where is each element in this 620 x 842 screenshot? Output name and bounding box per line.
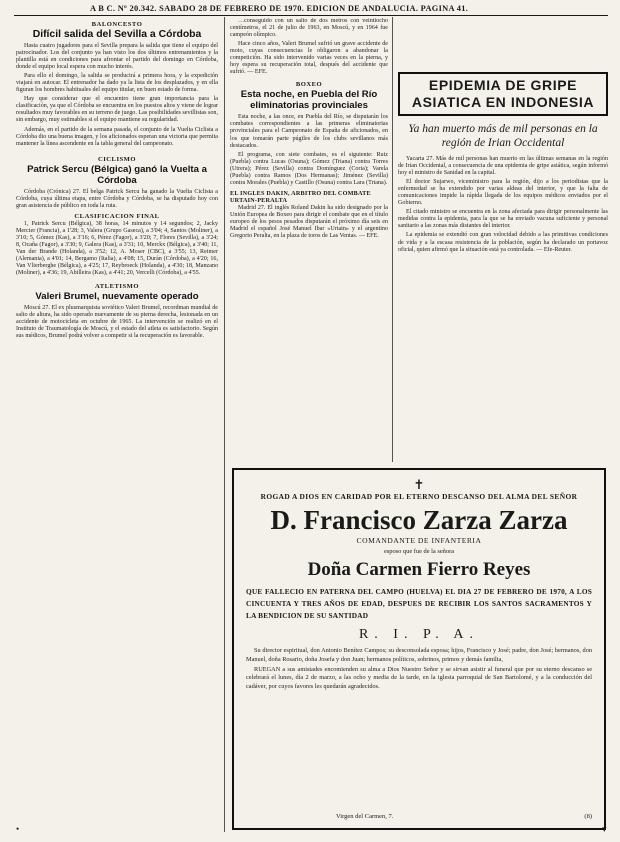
header-rule bbox=[14, 15, 608, 16]
section-boxeo: BOXEO bbox=[295, 81, 323, 89]
section-atletismo: ATLETISMO bbox=[95, 283, 139, 291]
printing-mark-right: ▾ bbox=[602, 824, 607, 834]
epidemia-paragraph-3: El citado ministro se encuentra en la zona afectada para dirigir personalmente las medidas contra la epidemia, para la que se ha enviado vacuna suficiente y personal sanitario a las zonas más distantes del interior. bbox=[398, 209, 608, 230]
boxeo-paragraph-2: El programa, con siete combates, es el siguiente: Ruiz (Puebla) contra Lucas (Osuna); Gómez (Triana) contra Torres (Utrera); Pérez (Sevilla) contra Domínguez (Coria); Varela (Puebla) contra Ramos (Dos Hermanas); Jiménez (Sevilla) contra Morales (Puebla) y Castillo (Osuna) contra Lara (Triana). bbox=[230, 151, 388, 186]
deceased-name: D. Francisco Zarza Zarza bbox=[270, 505, 568, 535]
headline-sevilla: Difícil salida del Sevilla a Córdoba bbox=[32, 29, 202, 40]
section-baloncesto: BALONCESTO bbox=[91, 21, 143, 28]
epidemia-paragraph-2: El doctor Sujarwo, viceministro para la región, dijo a los periodistas que la enfermedad se ha extendido por varias aldeas del interior, y que la falta de comunicaciones impide la rápida llegada de los equipos médicos enviados por el Gobierno. bbox=[398, 179, 608, 207]
obituary-intro: ROGAD A DIOS EN CARIDAD POR EL ETERNO DESCANSO DEL ALMA DEL SEÑOR bbox=[260, 492, 578, 501]
section-clasificacion: CLASIFICACION FINAL bbox=[74, 212, 160, 220]
column-right bbox=[398, 72, 608, 464]
spouse-name: Doña Carmen Fierro Reyes bbox=[307, 559, 531, 580]
rip-line: R. I. P. A. bbox=[358, 627, 480, 643]
family-paragraph: Su director espiritual, don Antonio Benítez Campos; su desconsolada esposa; hijos, Francisco y José; padre, don José; hermanos, don Manuel, doña Rosario, doña Josefa y don Juan; hermanos políticos, sobrinos, primos y demás familia, bbox=[246, 647, 592, 663]
brumel-continued-1: …conseguido con un salto de dos metros con veintiocho centímetros, el 21 de julio de 1963, en Moscú, y en 1964 fue campeón olímpico. bbox=[230, 18, 388, 39]
sevilla-paragraph-3: Hay que considerar que el encuentro tiene gran importancia para la clasificación, ya que el Córdoba se encuentra en los puestos altos y viene de lograr resultados muy favorables en su terreno de juego. Las posibilidades sevillistas son, sin embargo, muy estimables si el equipo mantiene su regularidad. bbox=[16, 96, 218, 124]
boxeo-paragraph-1: Esta noche, a las once, en Puebla del Río, se disputarán los combates correspondientes a las primeras eliminatorias provinciales para el Campeonato de España de aficionados, en los que tomarán parte púgiles de los clubs sevillanos más destacados. bbox=[230, 114, 388, 149]
headline-epidemia: EPIDEMIA DE GRIPE ASIATICA EN INDONESIA bbox=[411, 77, 595, 110]
brumel-paragraph: Moscú 27. El ex plusmarquista soviético Valeri Brumel, recordman mundial de salto de altura, ha sido operado nuevamente de su pierna derecha, lesionada en un accidente de motocicleta en octubre de 1965. La intervención se realizó en el Instituto de Traumatología de Moscú, y el estado del atleta es satisfactorio. Según sus médicos, Brumel podrá volver a competir si la recuperación es favorable. bbox=[16, 305, 218, 340]
death-details: QUE FALLECIO EN PATERNA DEL CAMPO (HUELVA) EL DIA 27 DE FEBRERO DE 1970, A LOS CINCUENTA Y TRES AÑOS DE EDAD, DESPUES DE RECIBIR LOS SANTOS SACRAMENTOS Y LA BENDICION DE SU SANTIDAD bbox=[246, 587, 592, 620]
headline-ingles: EL INGLES DAKIN, ARBITRO DEL COMBATE URTAIN-PERALTA bbox=[230, 189, 371, 204]
sevilla-paragraph-4: Además, en el partido de la semana pasada, el conjunto de la Vuelta Ciclista a Córdoba dio una buena imagen, y los aficionados esperan una victoria que permita mantener la línea ascendente en la tabla general del campeonato. bbox=[16, 126, 218, 147]
brumel-continued-2: Hace cinco años, Valeri Brumel sufrió un grave accidente de moto, cuyas consecuencias le obligaron a abandonar la competición. Ha sido intervenido varias veces en la pierna, y hoy espera su recuperación total, después del accidente que sufrió. — EFE. bbox=[230, 41, 388, 76]
page-header: A B C. Nº 20.342. SABADO 28 DE FEBRERO DE 1970. EDICION DE ANDALUCIA. PAGINA 41. bbox=[90, 4, 469, 13]
cross-icon: ✝ bbox=[413, 477, 425, 492]
sevilla-paragraph-2: Para ello el domingo, la salida se producirá a primera hora, y la expedición viajará en autocar. El entrenador ha dado ya la lista de los desplazados, y en ella figuran los hombres habituales del equipo titular, en buen estado de forma. bbox=[16, 73, 218, 94]
ruegan-paragraph: RUEGAN a sus amistades encomienden su alma a Dios Nuestro Señor y se sirvan asistir al funeral que por su eterno descanso se celebrará el lunes, día 2 de marzo, a las ocho y media de la tarde, en la iglesia parroquial de San Bartolomé, y a la conducción del cadáver, por cuyos favores les quedarán agradecidos. bbox=[246, 665, 592, 690]
epidemia-headline-box bbox=[398, 72, 608, 116]
epidemia-paragraph-4: La epidemia se extendió con gran velocidad debido a las primitivas condiciones de vida y a la escasa resistencia de la población, según ha declarado un portavoz oficial, quien afirmó que la situación está ya controlada. — Efe-Reuter. bbox=[398, 232, 608, 253]
headline-boxeo: Esta noche, en Puebla del Río eliminatorias provinciales bbox=[240, 89, 378, 112]
spouse-line: esposo que fue de la señora bbox=[383, 548, 455, 555]
column-rule-1 bbox=[224, 17, 225, 832]
obituary-address: Virgen del Carmen, 7. bbox=[336, 813, 394, 820]
obituary-footer bbox=[246, 813, 592, 820]
sevilla-paragraph-1: Hasta cuatro jugadores para el Sevilla prepara la salida que tiene el equipo del patrocinador. Los del conjunto ya han visto los dos últimos entrenamientos y la plantilla está en condiciones para afrontar el partido del domingo en Córdoba, donde el equipo local espera con mucho interés. bbox=[16, 43, 218, 71]
ciclismo-paragraph: Córdoba (Crónica) 27. El belga Patrick Sercu ha ganado la Vuelta Ciclista a Córdoba, cuya última etapa, entre Córdoba y Córdoba, se ha disputado hoy con gran asistencia de público en toda la ruta. bbox=[16, 188, 218, 209]
column-middle bbox=[230, 18, 388, 463]
obituary-notice bbox=[232, 468, 606, 830]
epidemia-paragraph-1: Yacarta 27. Más de mil personas han muerto en las últimas semanas en la región de Irian Occidental, a consecuencia de una epidemia de gripe asiática, según informó hoy el ministro de Sanidad en la capital. bbox=[398, 156, 608, 177]
printing-mark-left: • bbox=[16, 824, 20, 834]
ingles-paragraph: Madrid 27. El inglés Roland Dakin ha sido designado por la Unión Europea de Boxeo para dirigir el combate que en el título europeo de los pesos pesados disputarán el próximo día seis en Madrid el español José Manuel Ibar «Urtain» y el argentino Gregorio Peralta, en la plaza de toros de Las Ventas. — EFE. bbox=[230, 204, 388, 240]
section-ciclismo: CICLISMO bbox=[97, 155, 137, 163]
column-rule-2 bbox=[392, 17, 393, 462]
column-left bbox=[16, 18, 218, 828]
headline-ciclismo: Patrick Sercu (Bélgica) ganó la Vuelta a Córdoba bbox=[27, 163, 207, 186]
headline-brumel: Valeri Brumel, nuevamente operado bbox=[35, 291, 199, 303]
epidemia-subtitle: Ya han muerto más de mil personas en la región de Irian Occidental bbox=[408, 123, 598, 149]
clasificacion-paragraph: 1, Patrick Sercu (Bélgica), 38 horas, 14 minutos y 14 segundos; 2, Jacky Mercier (Francia), a 1'28; 3, Valera (Grupo Gaseca), a 3'04; 4, Santos (Moliner), a 3'10; 5, Gómez (Kas), a 3'16; 6, Pérez (Fagor), a 3'20; 7, Flores (Sevilla), a 3'24; 8, Ocaña (Fagor), a 3'30; 9, Galera (Kas), a 3'31; 10, Merckx (Bélgica), a 3'40; 11, Van der Brande (Holanda), a 3'52; 12, A. Moser (CBC), a 3'55; 13, Reimer (Alemania), a 4'01; 14, Bergamo (Italia), a 4'08; 15, Durán (Córdoba), a 4'20; 16, Van Vlierberghe (Bélgica), a 4'25; 17, Reybroeck (Holanda), a 4'30; 18, Manzano (Moliner), a 4'36; 19, Abilleira (Kas), a 4'41; 20, Vercelli (Córdoba), a 4'55. bbox=[16, 220, 218, 277]
deceased-rank: COMANDANTE DE INFANTERIA bbox=[356, 536, 482, 545]
ad-number: (8) bbox=[584, 813, 592, 820]
